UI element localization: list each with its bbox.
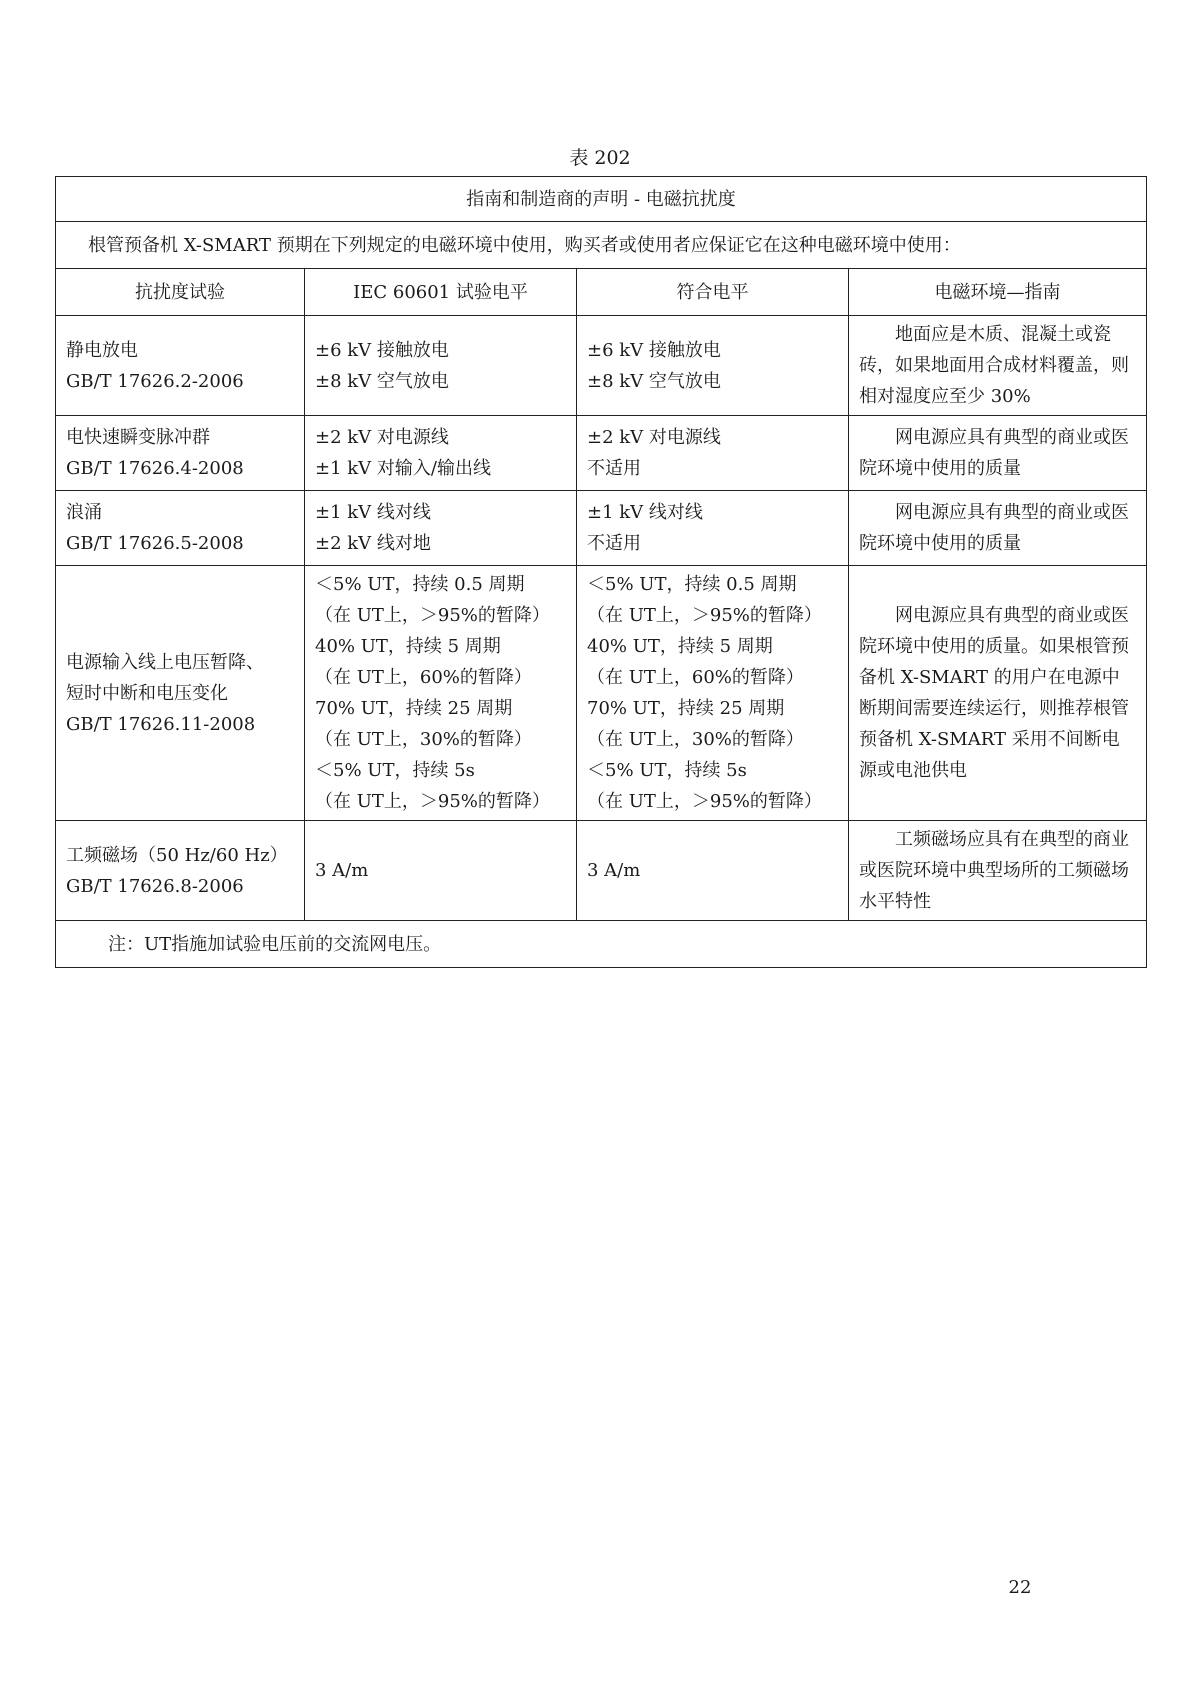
- iec-level: ±2 kV 线对地: [315, 533, 431, 554]
- environment-guidance: 工频磁场应具有在典型的商业或医院环境中典型场所的工频磁场水平特性: [849, 821, 1147, 921]
- iec-level: ±6 kV 接触放电: [315, 339, 449, 361]
- compliance-level: （在 UT上，＞95%的暂降）: [587, 605, 822, 626]
- test-cell: [56, 566, 305, 821]
- test-standard: GB/T 17626.5-2008: [66, 533, 244, 554]
- iec-level-cell: [305, 821, 577, 921]
- iec-level: ＜5% UT，持续 5s: [315, 760, 475, 781]
- compliance-level-cell: [577, 491, 849, 566]
- test-name: 电源输入线上电压暂降、: [66, 651, 264, 673]
- header-em-environment: 电磁环境—指南: [849, 269, 1147, 316]
- test-cell: [56, 316, 305, 416]
- iec-level: ±1 kV 对输入/输出线: [315, 458, 491, 479]
- page-number: 22: [1008, 1577, 1032, 1598]
- emc-immunity-table: [55, 176, 1147, 968]
- table-note: 注：UT指施加试验电压前的交流网电压。: [56, 921, 1147, 968]
- table-row-esd: [56, 316, 1147, 416]
- iec-level: 40% UT，持续 5 周期: [315, 636, 501, 657]
- iec-level: ＜5% UT，持续 0.5 周期: [315, 574, 525, 595]
- header-compliance-level: 符合电平: [577, 269, 849, 316]
- iec-level: （在 UT上，60%的暂降）: [315, 667, 532, 688]
- compliance-level: 40% UT，持续 5 周期: [587, 636, 773, 657]
- compliance-level-cell: [577, 566, 849, 821]
- environment-guidance: 地面应是木质、混凝土或瓷砖，如果地面用合成材料覆盖，则相对湿度应至少 30%: [849, 316, 1147, 416]
- iec-level: （在 UT上，＞95%的暂降）: [315, 791, 550, 812]
- test-name: 短时中断和电压变化: [66, 682, 228, 704]
- test-name: 静电放电: [66, 339, 138, 361]
- header-iec-level: IEC 60601 试验电平: [305, 269, 577, 316]
- test-standard: GB/T 17626.8-2006: [66, 875, 244, 897]
- table-row-magnetic-field: [56, 821, 1147, 921]
- table-header-row: [56, 269, 1147, 316]
- iec-level-cell: [305, 566, 577, 821]
- test-standard: GB/T 17626.4-2008: [66, 458, 244, 479]
- environment-guidance: 网电源应具有典型的商业或医院环境中使用的质量: [849, 416, 1147, 491]
- test-standard: GB/T 17626.11-2008: [66, 713, 256, 735]
- compliance-level: 70% UT，持续 25 周期: [587, 698, 785, 719]
- iec-level: （在 UT上，＞95%的暂降）: [315, 605, 550, 626]
- test-standard: GB/T 17626.2-2006: [66, 370, 244, 392]
- iec-level: （在 UT上，30%的暂降）: [315, 729, 532, 750]
- compliance-level: 不适用: [587, 533, 641, 554]
- compliance-level: ±1 kV 线对线: [587, 502, 703, 523]
- compliance-level: （在 UT上，30%的暂降）: [587, 729, 804, 750]
- table-title: 指南和制造商的声明 - 电磁抗扰度: [56, 177, 1147, 222]
- iec-level: 3 A/m: [315, 860, 369, 881]
- compliance-level: ＜5% UT，持续 0.5 周期: [587, 574, 797, 595]
- compliance-level-cell: [577, 416, 849, 491]
- environment-guidance: 网电源应具有典型的商业或医院环境中使用的质量: [849, 491, 1147, 566]
- environment-guidance: 网电源应具有典型的商业或医院环境中使用的质量。如果根管预备机 X-SMART 的用户在电源中断期间需要连续运行，则推荐根管预备机 X-SMART 采用不间断电源或电池供电: [849, 566, 1147, 821]
- compliance-level: 不适用: [587, 458, 641, 479]
- table-intro-row: [56, 222, 1147, 269]
- header-immunity-test: 抗扰度试验: [56, 269, 305, 316]
- iec-level-cell: [305, 491, 577, 566]
- test-cell: [56, 416, 305, 491]
- compliance-level: （在 UT上，＞95%的暂降）: [587, 791, 822, 812]
- test-cell: [56, 491, 305, 566]
- compliance-level: ±2 kV 对电源线: [587, 427, 721, 448]
- iec-level: ±8 kV 空气放电: [315, 370, 449, 392]
- compliance-level: ＜5% UT，持续 5s: [587, 760, 747, 781]
- compliance-level: 3 A/m: [587, 860, 641, 881]
- iec-level-cell: [305, 316, 577, 416]
- iec-level: ±2 kV 对电源线: [315, 427, 449, 448]
- compliance-level-cell: [577, 316, 849, 416]
- compliance-level: ±6 kV 接触放电: [587, 339, 721, 361]
- table-caption: 表 202: [569, 147, 631, 169]
- compliance-level: （在 UT上，60%的暂降）: [587, 667, 804, 688]
- table-row-voltage-dips: [56, 566, 1147, 821]
- compliance-level: ±8 kV 空气放电: [587, 370, 721, 392]
- iec-level: 70% UT，持续 25 周期: [315, 698, 513, 719]
- test-name: 电快速瞬变脉冲群: [66, 427, 210, 448]
- table-note-row: [56, 921, 1147, 968]
- iec-level-cell: [305, 416, 577, 491]
- compliance-level-cell: [577, 821, 849, 921]
- iec-level: ±1 kV 线对线: [315, 502, 431, 523]
- table-row-surge: [56, 491, 1147, 566]
- table-title-row: [56, 177, 1147, 222]
- table-row-eft: [56, 416, 1147, 491]
- table-intro: 根管预备机 X-SMART 预期在下列规定的电磁环境中使用，购买者或使用者应保证它在这种电磁环境中使用：: [56, 222, 1147, 269]
- test-name: 工频磁场（50 Hz/60 Hz）: [66, 844, 288, 866]
- test-cell: [56, 821, 305, 921]
- test-name: 浪涌: [66, 502, 102, 523]
